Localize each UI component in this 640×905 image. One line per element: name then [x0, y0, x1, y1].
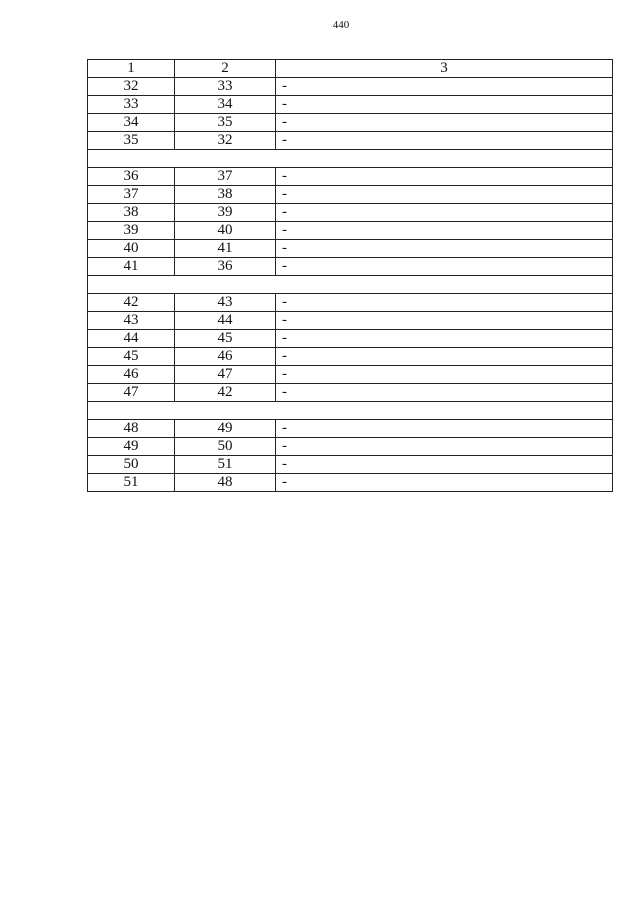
cell-col-3: - — [276, 294, 613, 312]
group-separator-row — [88, 150, 613, 168]
cell-col-2: 42 — [175, 384, 276, 402]
cell-col-1: 34 — [88, 114, 175, 132]
cell-col-2: 37 — [175, 168, 276, 186]
table-row — [88, 168, 613, 186]
table-row — [88, 456, 613, 474]
cell-col-2: 39 — [175, 204, 276, 222]
cell-col-2: 32 — [175, 132, 276, 150]
cell-col-2: 49 — [175, 420, 276, 438]
table-row — [88, 384, 613, 402]
cell-col-2: 41 — [175, 240, 276, 258]
column-header-2: 2 — [175, 60, 276, 78]
cell-col-3: - — [276, 240, 613, 258]
cell-col-3: - — [276, 456, 613, 474]
group-separator-cell — [88, 276, 613, 294]
cell-col-1: 39 — [88, 222, 175, 240]
cell-col-3: - — [276, 168, 613, 186]
cell-col-3: - — [276, 330, 613, 348]
cell-col-3: - — [276, 258, 613, 276]
table-row — [88, 204, 613, 222]
column-header-1: 1 — [88, 60, 175, 78]
cell-col-3: - — [276, 366, 613, 384]
data-table — [87, 59, 613, 492]
cell-col-1: 42 — [88, 294, 175, 312]
cell-col-3: - — [276, 384, 613, 402]
table-row — [88, 114, 613, 132]
cell-col-3: - — [276, 312, 613, 330]
header-row — [88, 60, 613, 78]
cell-col-2: 36 — [175, 258, 276, 276]
cell-col-2: 47 — [175, 366, 276, 384]
cell-col-1: 50 — [88, 456, 175, 474]
cell-col-1: 37 — [88, 186, 175, 204]
cell-col-1: 32 — [88, 78, 175, 96]
table-row — [88, 366, 613, 384]
cell-col-2: 46 — [175, 348, 276, 366]
cell-col-2: 45 — [175, 330, 276, 348]
cell-col-3: - — [276, 96, 613, 114]
table-row — [88, 96, 613, 114]
table-row — [88, 258, 613, 276]
table-header — [88, 60, 613, 78]
cell-col-3: - — [276, 222, 613, 240]
table-row — [88, 330, 613, 348]
table-row — [88, 474, 613, 492]
cell-col-2: 33 — [175, 78, 276, 96]
cell-col-1: 48 — [88, 420, 175, 438]
cell-col-3: - — [276, 114, 613, 132]
cell-col-3: - — [276, 78, 613, 96]
cell-col-1: 38 — [88, 204, 175, 222]
table-body — [88, 78, 613, 492]
cell-col-3: - — [276, 474, 613, 492]
table-row — [88, 348, 613, 366]
column-header-3: 3 — [276, 60, 613, 78]
table-row — [88, 78, 613, 96]
group-separator-cell — [88, 150, 613, 168]
table-row — [88, 222, 613, 240]
cell-col-1: 41 — [88, 258, 175, 276]
cell-col-2: 44 — [175, 312, 276, 330]
table-row — [88, 294, 613, 312]
cell-col-1: 43 — [88, 312, 175, 330]
cell-col-1: 33 — [88, 96, 175, 114]
cell-col-3: - — [276, 132, 613, 150]
cell-col-1: 51 — [88, 474, 175, 492]
cell-col-1: 47 — [88, 384, 175, 402]
group-separator-row — [88, 276, 613, 294]
cell-col-1: 45 — [88, 348, 175, 366]
table-row — [88, 420, 613, 438]
cell-col-2: 43 — [175, 294, 276, 312]
cell-col-2: 40 — [175, 222, 276, 240]
cell-col-2: 34 — [175, 96, 276, 114]
cell-col-3: - — [276, 186, 613, 204]
cell-col-2: 51 — [175, 456, 276, 474]
table-row — [88, 132, 613, 150]
table-row — [88, 186, 613, 204]
cell-col-2: 50 — [175, 438, 276, 456]
cell-col-2: 38 — [175, 186, 276, 204]
cell-col-3: - — [276, 348, 613, 366]
cell-col-1: 49 — [88, 438, 175, 456]
cell-col-1: 35 — [88, 132, 175, 150]
cell-col-1: 40 — [88, 240, 175, 258]
cell-col-3: - — [276, 420, 613, 438]
cell-col-1: 36 — [88, 168, 175, 186]
table-row — [88, 438, 613, 456]
page-number: 440 — [332, 19, 350, 31]
cell-col-1: 46 — [88, 366, 175, 384]
group-separator-row — [88, 402, 613, 420]
cell-col-2: 48 — [175, 474, 276, 492]
cell-col-2: 35 — [175, 114, 276, 132]
group-separator-cell — [88, 402, 613, 420]
cell-col-3: - — [276, 204, 613, 222]
cell-col-1: 44 — [88, 330, 175, 348]
table-row — [88, 312, 613, 330]
table-row — [88, 240, 613, 258]
cell-col-3: - — [276, 438, 613, 456]
